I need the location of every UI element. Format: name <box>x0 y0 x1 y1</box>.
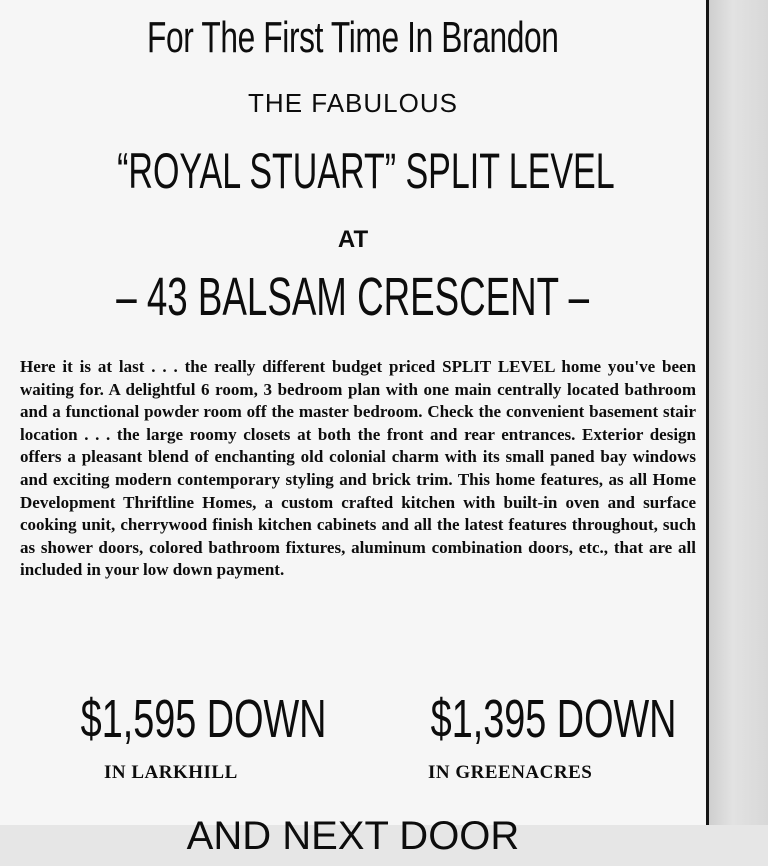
address-text: – 43 BALSAM CRESCENT – <box>116 267 590 327</box>
model-name <box>0 142 706 200</box>
ad-body-text: Here it is at last . . . the really different budget priced SPLIT LEVEL home you've been waiting for. A delightful 6 room, 3 bedroom plan with one main centrally located bathroom and a functional powder room off the master bedroom. Check the convenient basement stair location . . . the large roomy closets at both the front and rear entrances. Exterior design offers a pleasant blend of enchanting old colonial charm with its small paned bay windows and exciting modern contemporary styling and brick trim. This home features, as all Home Development Thriftline Homes, a custom crafted kitchen with built-in oven and surface cooking unit, cherrywood finish kitchen cabinets and all the latest features throughout, such as shower doors, colored bathroom fixtures, aluminum combination doors, etc., that are all included in your low down payment. <box>20 357 696 580</box>
ad-headline-text: For The First Time In Brandon <box>147 13 559 62</box>
address <box>0 266 706 328</box>
ad-subtitle: THE FABULOUS <box>248 88 458 118</box>
price-greenacres <box>378 688 678 750</box>
location-larkhill: IN LARKHILL <box>104 762 238 783</box>
location-greenacres: IN GREENACRES <box>428 762 593 783</box>
price-larkhill <box>28 688 328 750</box>
model-name-text: “ROYAL STUART” SPLIT LEVEL <box>117 143 615 199</box>
ad-footer-partial: AND NEXT DOOR <box>186 814 520 858</box>
price-larkhill-amount: $1,595 DOWN <box>80 689 327 749</box>
ad-headline <box>0 12 706 63</box>
adjacent-column-bleed <box>709 0 768 825</box>
at-label: AT <box>337 226 369 253</box>
price-greenacres-amount: $1,395 DOWN <box>430 689 677 749</box>
